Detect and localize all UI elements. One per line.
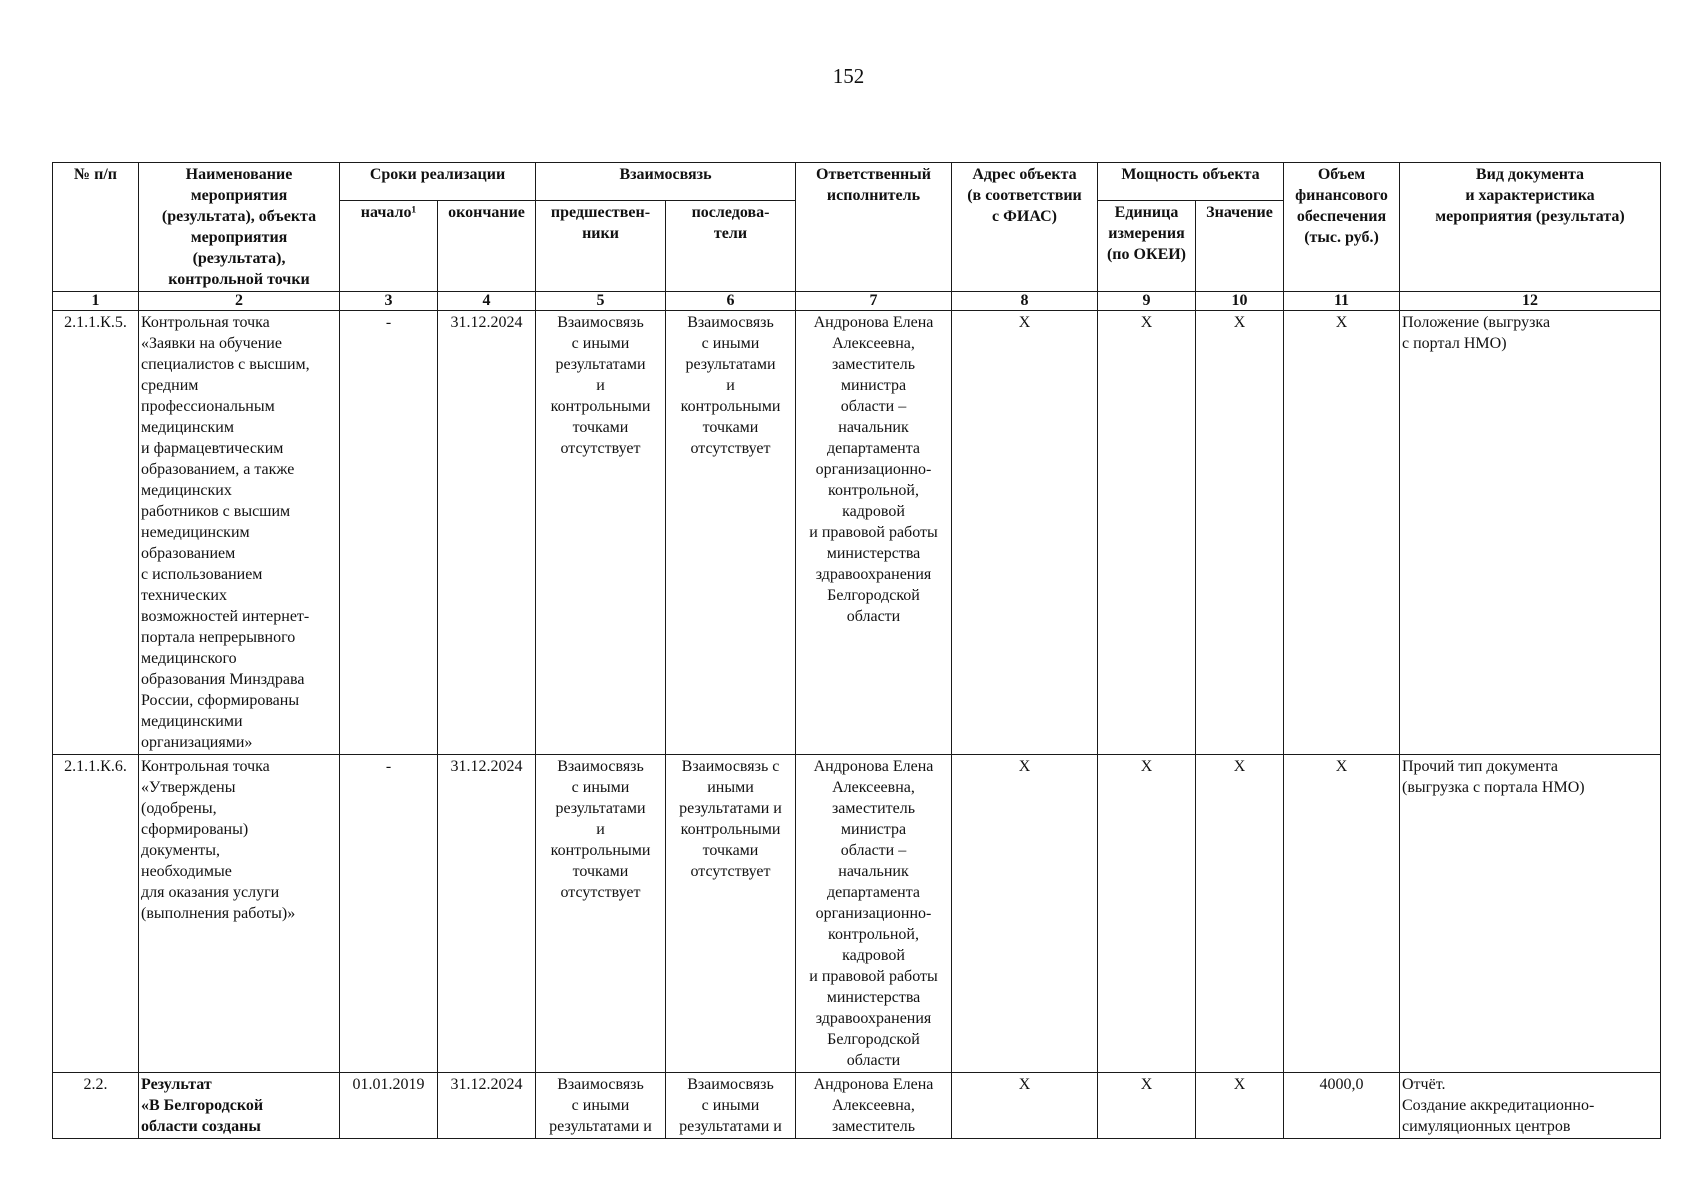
header-document: Вид документа и характеристика мероприятия (результата) — [1400, 163, 1661, 292]
header-value: Значение — [1196, 201, 1284, 292]
row-responsible: Андронова Елена Алексеевна, заместитель министра области – начальник департамента организационно- контрольной, кадровой и правовой работы министерства здравоохранения Белгородской области — [796, 311, 952, 755]
row-document: Положение (выгрузка с портал НМО) — [1400, 311, 1661, 755]
header-predecessors: предшествен- ники — [536, 201, 666, 292]
row-predecessors: Взаимосвязь с иными результатами и — [536, 1073, 666, 1139]
row-start: 01.01.2019 — [340, 1073, 438, 1139]
row-address: Х — [952, 755, 1098, 1073]
header-responsible: Ответственный исполнитель — [796, 163, 952, 292]
table-row — [53, 311, 1661, 755]
header-address: Адрес объекта (в соответствии с ФИАС) — [952, 163, 1098, 292]
column-number: 4 — [438, 292, 536, 311]
header-terms: Сроки реализации — [340, 163, 536, 201]
row-name: Результат «В Белгородской области созданы — [139, 1073, 340, 1139]
row-start: - — [340, 755, 438, 1073]
row-financing: 4000,0 — [1284, 1073, 1400, 1139]
row-financing: Х — [1284, 311, 1400, 755]
row-document: Отчёт. Создание аккредитационно- симуляционных центров — [1400, 1073, 1661, 1139]
row-name: Контрольная точка «Утверждены (одобрены, сформированы) документы, необходимые для оказания услуги (выполнения работы)» — [139, 755, 340, 1073]
row-successors: Взаимосвязь с иными результатами и контрольными точками отсутствует — [666, 755, 796, 1073]
table-row — [53, 755, 1661, 1073]
column-number: 5 — [536, 292, 666, 311]
header-end: окончание — [438, 201, 536, 292]
row-end: 31.12.2024 — [438, 311, 536, 755]
row-end: 31.12.2024 — [438, 755, 536, 1073]
column-number: 10 — [1196, 292, 1284, 311]
column-number: 7 — [796, 292, 952, 311]
row-number: 2.2. — [53, 1073, 139, 1139]
column-number: 8 — [952, 292, 1098, 311]
header-link: Взаимосвязь — [536, 163, 796, 201]
column-numbers-row — [53, 292, 1661, 311]
row-end: 31.12.2024 — [438, 1073, 536, 1139]
column-number: 12 — [1400, 292, 1661, 311]
column-number: 6 — [666, 292, 796, 311]
row-value: Х — [1196, 1073, 1284, 1139]
row-responsible: Андронова Елена Алексеевна, заместитель министра области – начальник департамента организационно- контрольной, кадровой и правовой работы министерства здравоохранения Белгородской области — [796, 755, 952, 1073]
row-unit: Х — [1098, 1073, 1196, 1139]
column-number: 1 — [53, 292, 139, 311]
row-responsible: Андронова Елена Алексеевна, заместитель — [796, 1073, 952, 1139]
row-document: Прочий тип документа (выгрузка с портала НМО) — [1400, 755, 1661, 1073]
row-unit: Х — [1098, 311, 1196, 755]
table-row — [53, 1073, 1661, 1139]
row-unit: Х — [1098, 755, 1196, 1073]
column-number: 11 — [1284, 292, 1400, 311]
row-number: 2.1.1.К.5. — [53, 311, 139, 755]
row-predecessors: Взаимосвязь с иными результатами и контрольными точками отсутствует — [536, 311, 666, 755]
header-financing: Объем финансового обеспечения (тыс. руб.) — [1284, 163, 1400, 292]
row-value: Х — [1196, 755, 1284, 1073]
row-start: - — [340, 311, 438, 755]
row-address: Х — [952, 311, 1098, 755]
row-predecessors: Взаимосвязь с иными результатами и контрольными точками отсутствует — [536, 755, 666, 1073]
row-financing: Х — [1284, 755, 1400, 1073]
column-number: 9 — [1098, 292, 1196, 311]
header-num: № п/п — [53, 163, 139, 292]
column-number: 2 — [139, 292, 340, 311]
header-start: начало¹ — [340, 201, 438, 292]
row-value: Х — [1196, 311, 1284, 755]
header-successors: последова- тели — [666, 201, 796, 292]
header-unit: Единица измерения (по ОКЕИ) — [1098, 201, 1196, 292]
row-successors: Взаимосвязь с иными результатами и контрольными точками отсутствует — [666, 311, 796, 755]
header-name: Наименование мероприятия (результата), объекта мероприятия (результата), контрольной точки — [139, 163, 340, 292]
header-power: Мощность объекта — [1098, 163, 1284, 201]
row-number: 2.1.1.К.6. — [53, 755, 139, 1073]
row-name: Контрольная точка «Заявки на обучение специалистов с высшим, средним профессиональным медицинским и фармацевтическим образованием, а также медицинских работников с высшим немедицинским образованием с использованием технических возможностей интернет- портала непрерывного медицинского образования Минздрава России, сформированы медицинскими организациями» — [139, 311, 340, 755]
page-number: 152 — [832, 64, 865, 88]
row-address: Х — [952, 1073, 1098, 1139]
column-number: 3 — [340, 292, 438, 311]
header-row-1 — [53, 163, 1661, 201]
events-table — [52, 162, 1661, 1139]
row-successors: Взаимосвязь с иными результатами и — [666, 1073, 796, 1139]
